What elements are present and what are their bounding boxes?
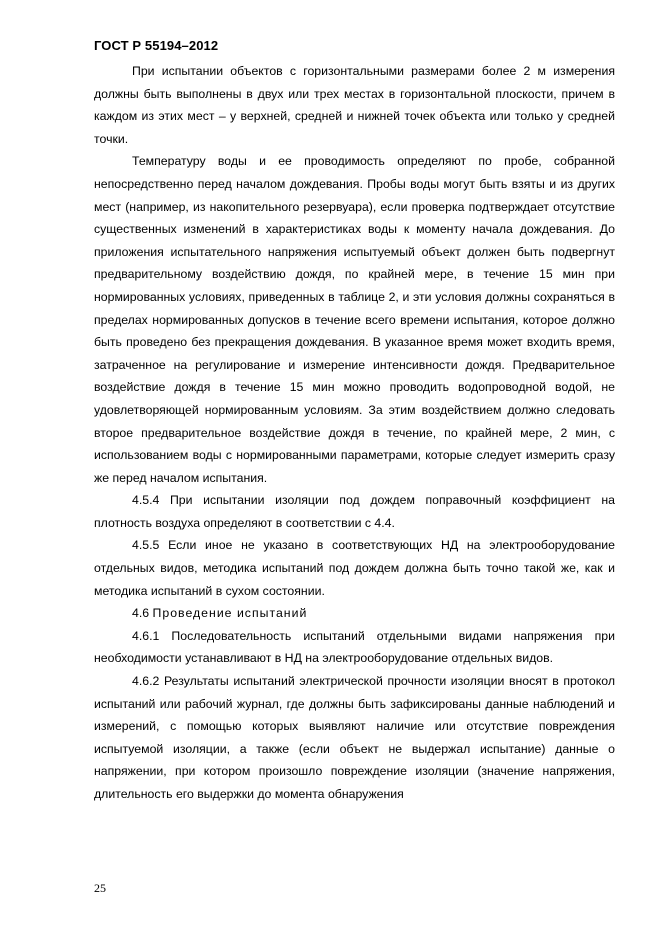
document-header: ГОСТ Р 55194–2012 (94, 38, 219, 53)
section-heading (94, 602, 615, 625)
paragraph: При испытании объектов с горизонтальными размерами более 2 м измерения должны быть выполнены в двух или трех местах в горизонтальной плоскости, причем в каждом из этих мест – у верхней, средней и нижней точек объекта или только у средней точки. (94, 64, 615, 146)
paragraph: 4.6.1 Последовательность испытаний отдельными видами напряжения при необходимости устанавливают в НД на электрооборудование отдельных видов. (94, 628, 615, 666)
paragraph: 4.5.4 При испытании изоляции под дождем поправочный коэффициент на плотность воздуха определяют в соответствии с 4.4. (94, 493, 615, 530)
paragraph: 4.5.5 Если иное не указано в соответствующих НД на электрооборудование отдельных видов, методика испытаний под дождем должна быть точно такой же, как и методика испытаний в сухом состоянии. (94, 538, 615, 598)
paragraph: 4.6.2 Результаты испытаний электрической прочности изоляции вносят в протокол испытаний или рабочий журнал, где должны быть зафиксированы данные наблюдений и измерений, с помощью которых выявляют наличие или отсутствие повреждения испытуемой изоляции, а также (если объект не выдержал испытание) данные о напряжении, при котором произошло повреждение изоляции (значение напряжения, длительность его выдержки до момента обнаружения (94, 674, 615, 801)
page-number: 25 (94, 881, 106, 895)
section-number: 4.6 (132, 606, 150, 621)
paragraph: Температуру воды и ее проводимость определяют по пробе, собранной непосредственно перед началом дождевания. Пробы воды могут быть взяты и из других мест (например, из накопительного резервуара), если проверка подтверждает отсутствие существенных изменений в характеристиках воды к моменту начала дождевания. До приложения испытательного напряжения испытуемый объект должен быть подвергнут предварительному воздействию дождя, по крайней мере, в течение 15 мин при нормированных условиях, приведенных в таблице 2, и эти условия должны сохраняться в пределах нормированных допусков в течение всего времени испытания, которое должно быть проведено без прекращения дождевания. В указанное время может входить время, затраченное на регулирование и измерение интенсивности дождя. Предварительное воздействие дождя в течение 15 мин можно проводить водопроводной водой, не удовлетворяющей нормированным условиям. За этим воздействием должно следовать второе предварительное воздействие дождя в течение, по крайней мере, 2 мин, с использованием воды с нормированными параметрами, которые следует измерить сразу же перед началом испытания. (94, 154, 615, 485)
section-title: Проведение испытаний (152, 606, 308, 621)
document-body (94, 60, 615, 806)
